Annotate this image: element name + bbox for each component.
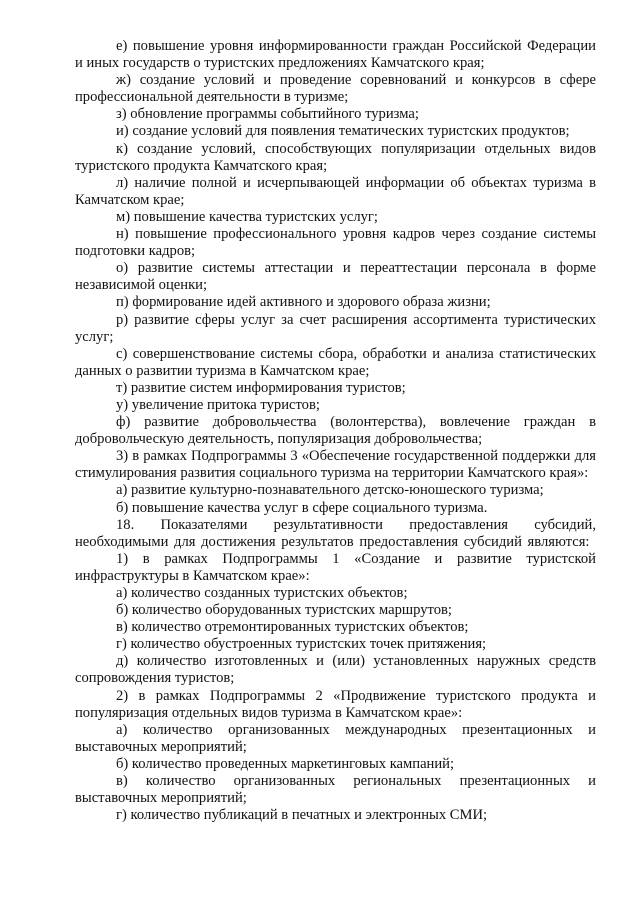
paragraph-e-awareness: е) повышение уровня информированности граждан Российской Федерации и иных государств о туристских предложениях Камчатского края; <box>75 38 596 72</box>
paragraph-k-popularization: к) создание условий, способствующих популяризации отдельных видов туристского продукта Камчатского края; <box>75 140 596 174</box>
document-page <box>75 38 596 824</box>
paragraph-g-media-publications: г) количество публикаций в печатных и электронных СМИ; <box>116 807 488 824</box>
paragraph-subprogram-2: 2) в рамках Подпрограммы 2 «Продвижение туристского продукта и популяризация отдельных видов туризма в Камчатском крае»: <box>75 687 596 721</box>
paragraph-u-tourist-inflow: у) увеличение притока туристов; <box>116 396 320 413</box>
paragraph-a-created-objects: а) количество созданных туристских объектов; <box>116 585 408 601</box>
paragraph-v-repaired-objects: в) количество отремонтированных туристских объектов; <box>116 619 469 636</box>
paragraph-z-event-tourism: з) обновление программы событийного туризма; <box>116 106 419 123</box>
paragraph-g-attraction-points: г) количество обустроенных туристских точек притяжения; <box>116 636 487 653</box>
paragraph-s-statistics: с) совершенствование системы сбора, обработки и анализа статистических данных о развитии туризма в Камчатском крае; <box>75 345 596 379</box>
paragraph-t-informing: т) развитие систем информирования туристов; <box>116 379 406 396</box>
paragraph-n-staff-training: н) повышение профессионального уровня кадров через создание системы подготовки кадров; <box>75 226 596 260</box>
paragraph-f-volunteering: ф) развитие добровольчества (волонтерства), вовлечение граждан в добровольческую деятельность, популяризация добровольчества; <box>75 414 596 448</box>
paragraph-subprogram-1: 1) в рамках Подпрограммы 1 «Создание и развитие туристской инфраструктуры в Камчатском крае»: <box>75 550 596 584</box>
paragraph-a-international-events: а) количество организованных международных презентационных и выставочных мероприятий; <box>75 721 596 755</box>
paragraph-p-healthy-lifestyle: п) формирование идей активного и здорового образа жизни; <box>116 294 491 311</box>
paragraph-b-social-tourism: б) повышение качества услуг в сфере социального туризма. <box>116 499 488 516</box>
paragraph-i-thematic-products: и) создание условий для появления тематических туристских продуктов; <box>116 123 570 140</box>
paragraph-o-certification: о) развитие системы аттестации и переаттестации персонала в форме независимой оценки; <box>75 260 596 294</box>
paragraph-r-services: р) развитие сферы услуг за счет расширения ассортимента туристических услуг; <box>75 311 596 345</box>
paragraph-zh-competitions: ж) создание условий и проведение соревнований и конкурсов в сфере профессиональной деятельности в туризме; <box>75 72 596 106</box>
paragraph-v-regional-events: в) количество организованных региональных презентационных и выставочных мероприятий; <box>75 773 596 807</box>
paragraph-a-youth-tourism: а) развитие культурно-познавательного детско-юношеского туризма; <box>116 482 544 499</box>
paragraph-l-information: л) наличие полной и исчерпывающей информации об объектах туризма в Камчатском крае; <box>75 174 596 208</box>
paragraph-m-service-quality: м) повышение качества туристских услуг; <box>116 208 378 225</box>
paragraph-b-routes: б) количество оборудованных туристских маршрутов; <box>116 602 452 619</box>
paragraph-d-outdoor-signage: д) количество изготовленных и (или) установленных наружных средств сопровождения туристов; <box>75 653 596 687</box>
paragraph-b-marketing-campaigns: б) количество проведенных маркетинговых кампаний; <box>116 755 455 772</box>
paragraph-18-indicators: 18. Показателями результативности предоставления субсидий, необходимыми для достижения результатов предоставления субсидий являются: <box>75 516 596 550</box>
paragraph-subprogram-3: 3) в рамках Подпрограммы 3 «Обеспечение государственной поддержки для стимулирования развития социального туризма на территории Камчатского края»: <box>75 448 596 482</box>
